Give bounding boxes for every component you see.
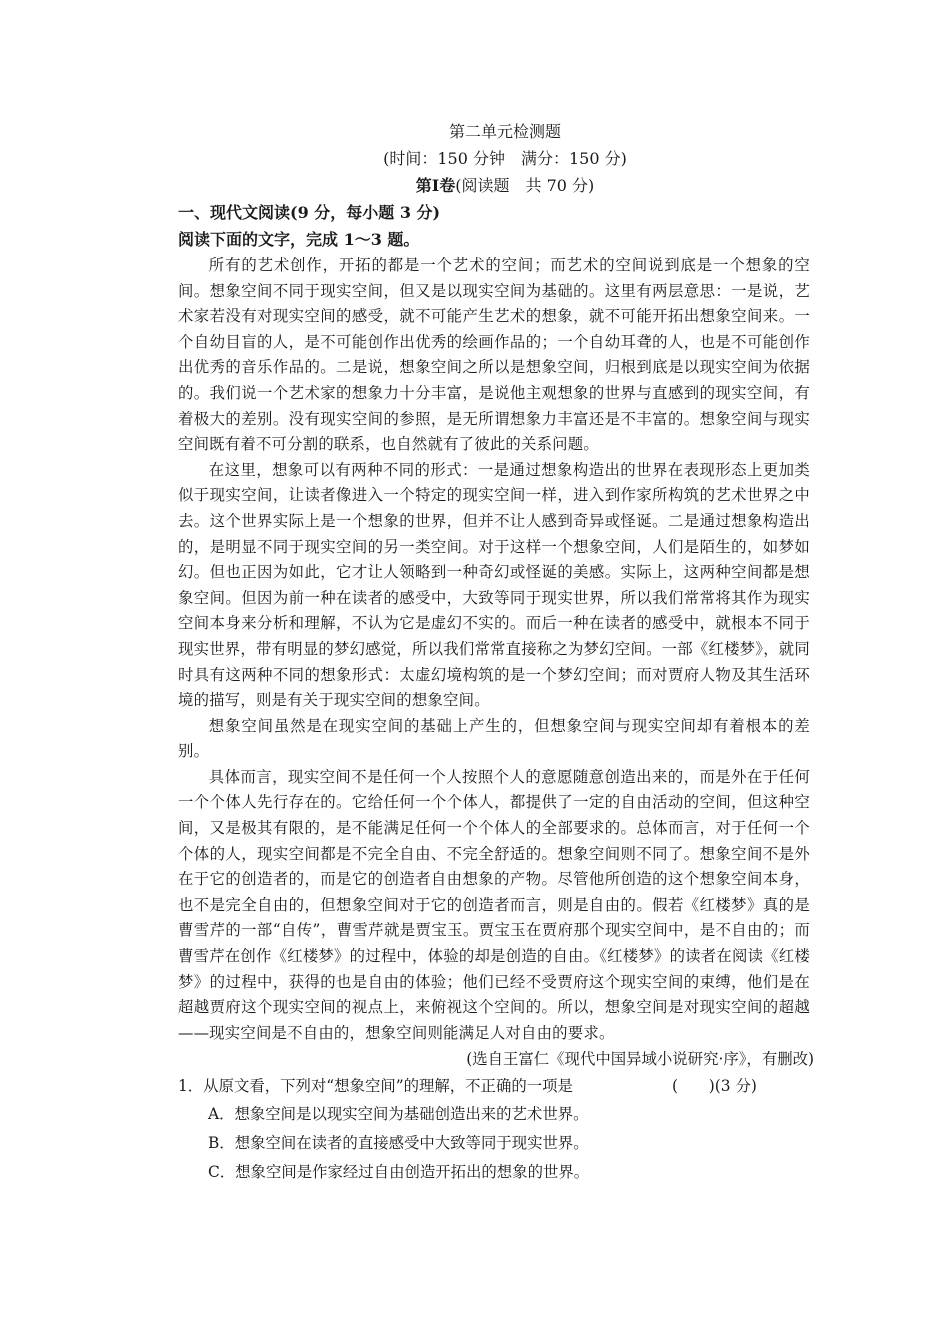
section-heading: 一、现代文阅读(9 分，每小题 3 分) bbox=[178, 203, 441, 222]
passage-paragraph-4: 具体而言，现实空间不是任何一个人按照个人的意愿随意创造出来的，而是外在于任何一个个体人先行存在的。它给任何一个个体人，都提供了一定的自由活动的空间，但这种空间，又是极其有限的，是不能满足任何一个个体人的全部要求的。总体而言，对于任何一个个体的人，现实空间都是不完全自由、不完全舒适的。想象空间则不同了。想象空间不是外在于它的创造者的，而是它的创造者自由想象的产物。尽管他所创造的这个想象空间本身，也不是完全自由的，但想象空间对于它的创造者而言，则是自由的。假若《红楼梦》真的是曹雪芹的一部“自传”，曹雪芹就是贾宝玉。贾宝玉在贾府那个现实空间中，是不自由的；而曹雪芹在创作《红楼梦》的过程中，体验的却是创造的自由。《红楼梦》的读者在阅读《红楼梦》的过程中，获得的也是自由的体验；他们已经不受贾府这个现实空间的束缚，他们是在超越贾府这个现实空间的视点上，来俯视这个空间的。所以，想象空间是对现实空间的超越——现实空间是不自由的，想象空间则能满足人对自由的要求。 bbox=[178, 767, 810, 1042]
passage-paragraph-2: 在这里，想象可以有两种不同的形式：一是通过想象构造出的世界在表现形态上更加类似于现实空间，让读者像进入一个特定的现实空间一样，进入到作家所构筑的艺术世界之中去。这个世界实际上是一个想象的世界，但并不让人感到奇异或怪诞。二是通过想象构造出的，是明显不同于现实空间的另一类空间。对于这样一个想象空间，人们是陌生的，如梦如幻。但也正因为如此，它才让人领略到一种奇幻或怪诞的美感。实际上，这两种空间都是想象空间。但因为前一种在读者的感受中，大致等同于现实世界，所以我们常常将其作为现实空间本身来分析和理解，不认为它是虚幻不实的。而后一种在读者的感受中，就根本不同于现实世界，带有明显的梦幻感觉，所以我们常常直接称之为梦幻空间。一部《红楼梦》，就同时具有这两种不同的想象形式：太虚幻境构筑的是一个梦幻空间；而对贾府人物及其生活环境的描写，则是有关于现实空间的想象空间。 bbox=[178, 460, 810, 710]
page-title: 第二单元检测题 bbox=[448, 122, 561, 141]
reading-instruction: 阅读下面的文字，完成 1～3 题。 bbox=[178, 230, 420, 249]
part-description: (阅读题 共 70 分) bbox=[455, 176, 595, 195]
part-label: 第Ⅰ卷 bbox=[415, 176, 456, 195]
option-b: B．想象空间在读者的直接感受中大致等同于现实世界。 bbox=[208, 1134, 589, 1153]
page-content bbox=[178, 118, 814, 1187]
question-1 bbox=[178, 1072, 810, 1100]
passage-source: (选自王富仁《现代中国异域小说研究·序》，有删改) bbox=[466, 1050, 814, 1069]
answer-blank: ( )(3 分) bbox=[672, 1077, 757, 1096]
question-text: 1．从原文看，下列对“想象空间”的理解，不正确的一项是 bbox=[178, 1077, 573, 1096]
part-heading bbox=[200, 172, 810, 199]
passage-paragraph-3: 想象空间虽然是在现实空间的基础上产生的，但想象空间与现实空间却有着根本的差别。 bbox=[178, 716, 810, 761]
exam-time-info: (时间：150 分钟 满分：150 分) bbox=[383, 149, 627, 168]
option-c: C．想象空间是作家经过自由创造开拓出的想象的世界。 bbox=[208, 1163, 590, 1182]
option-a: A．想象空间是以现实空间为基础创造出来的艺术世界。 bbox=[208, 1105, 589, 1124]
passage-paragraph-1: 所有的艺术创作，开拓的都是一个艺术的空间；而艺术的空间说到底是一个想象的空间。想象空间不同于现实空间，但又是以现实空间为基础的。这里有两层意思：一是说，艺术家若没有对现实空间的感受，就不可能产生艺术的想象，就不可能开拓出想象空间来。一个自幼目盲的人，是不可能创作出优秀的绘画作品的；一个自幼耳聋的人，也是不可能创作出优秀的音乐作品的。二是说，想象空间之所以是想象空间，归根到底是以现实空间为依据的。我们说一个艺术家的想象力十分丰富，是说他主观想象的世界与直感到的现实空间，有着极大的差别。没有现实空间的参照，是无所谓想象力丰富还是不丰富的。想象空间与现实空间既有着不可分割的联系，也自然就有了彼此的关系问题。 bbox=[178, 256, 810, 454]
